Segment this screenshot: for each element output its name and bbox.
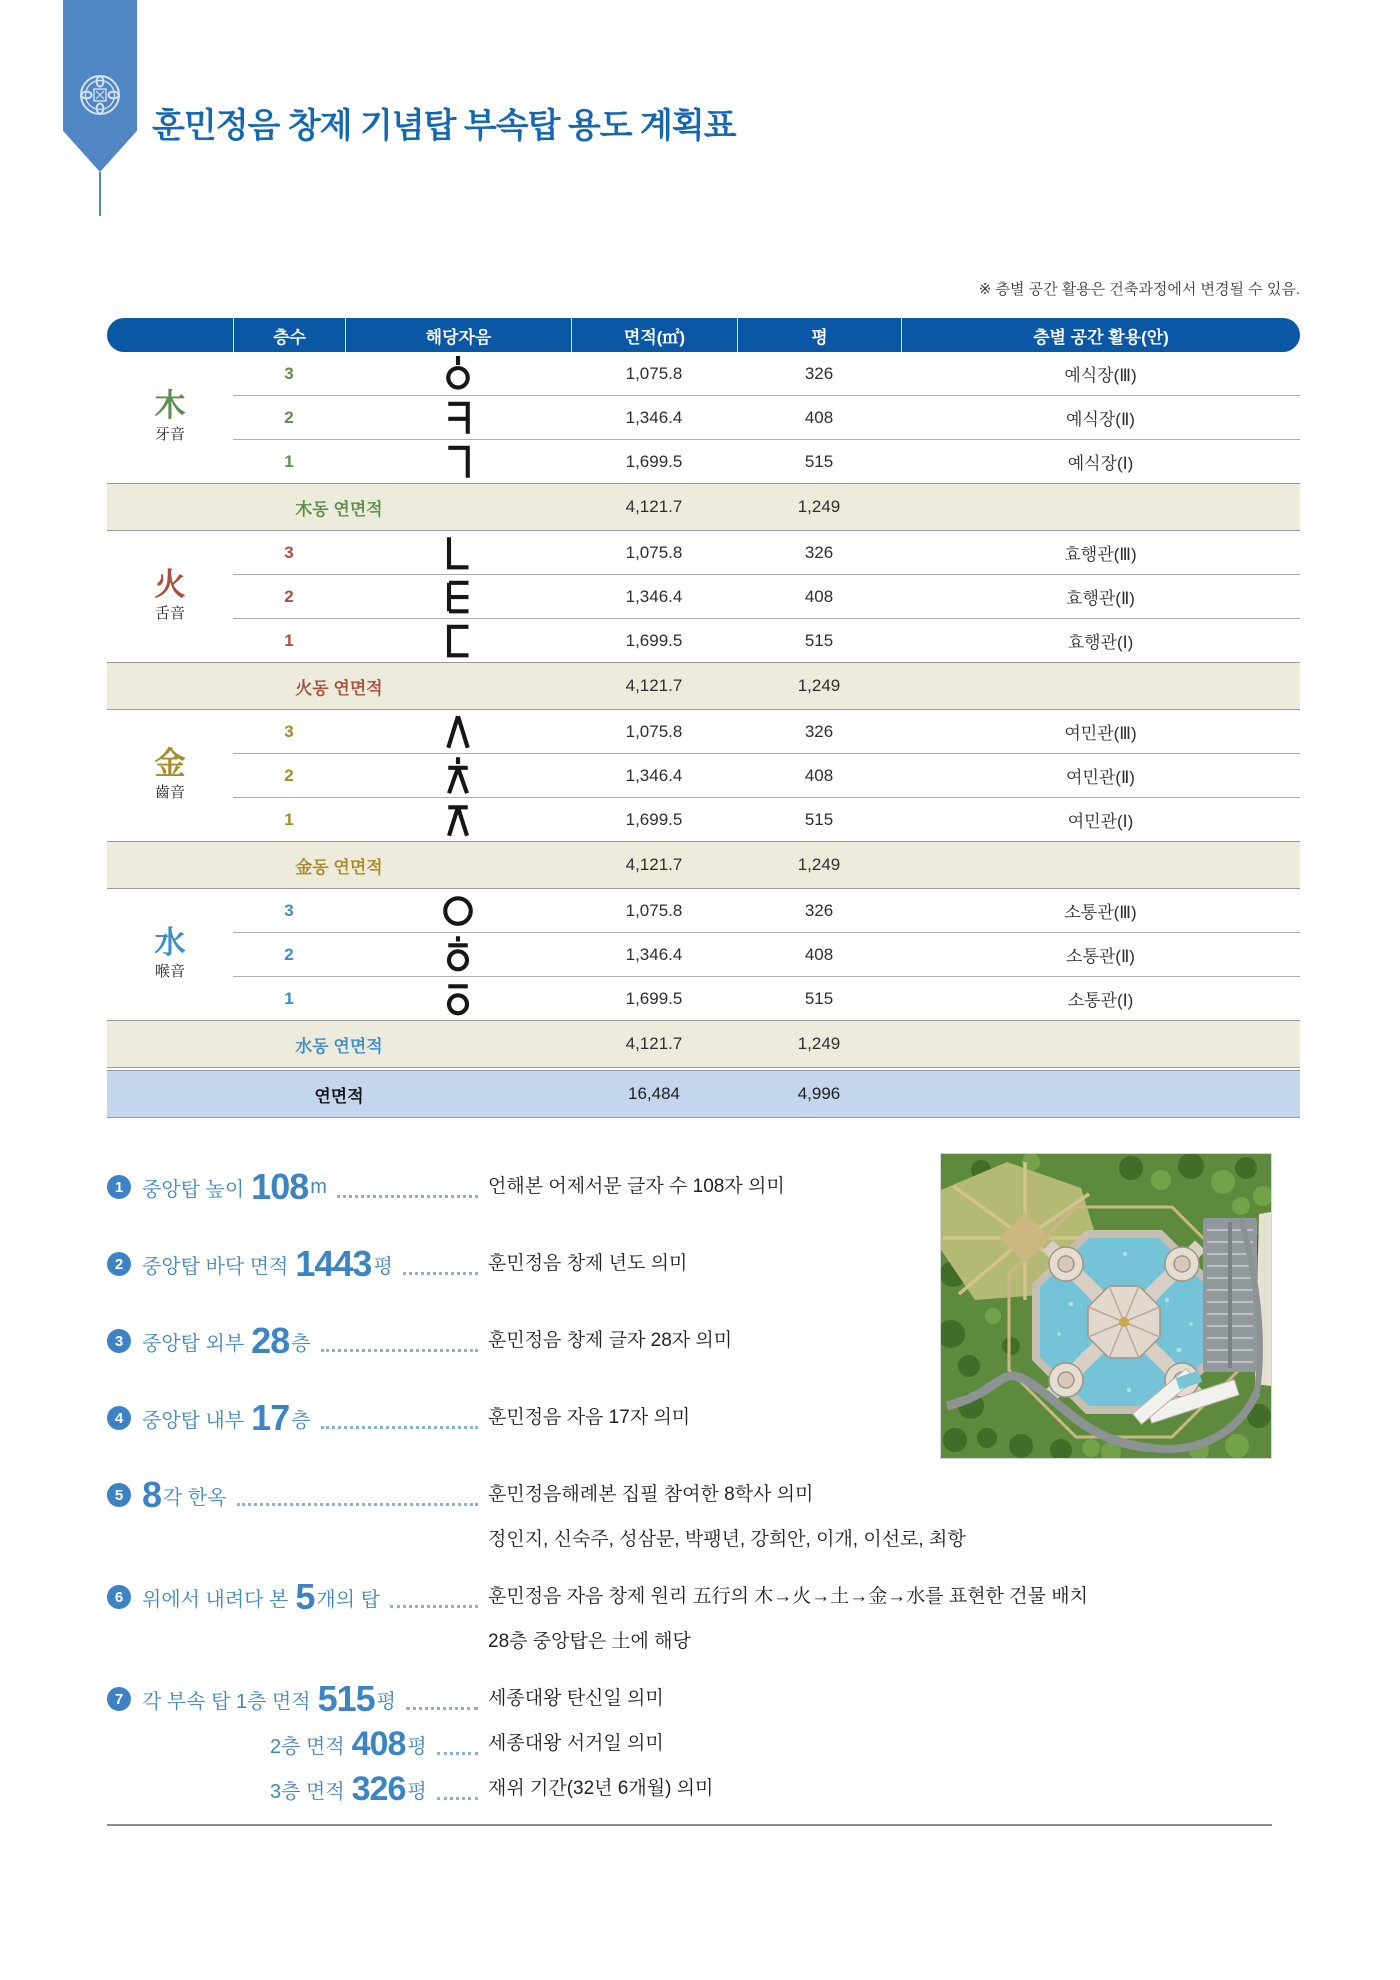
use-cell: 효행관(Ⅱ): [1066, 589, 1135, 608]
group-label: [107, 710, 233, 841]
aerial-rendering: [941, 1154, 1271, 1458]
subtotal-row: [107, 841, 1300, 889]
jamo-cell: [345, 799, 571, 841]
jamo-cell: [345, 532, 571, 574]
group-element: 金: [154, 746, 186, 782]
column-header: [107, 318, 233, 352]
subtotal-label: 火동 연면적: [295, 678, 383, 698]
pyeong-cell: 326: [804, 542, 834, 562]
jamo-cell: [345, 711, 571, 753]
item-number-badge: 1: [107, 1175, 131, 1199]
area-cell: 1,346.4: [625, 944, 683, 964]
item-description: [488, 1396, 690, 1440]
list-item: [107, 1575, 1297, 1665]
group-label: [107, 889, 233, 1020]
item-number-badge: 6: [107, 1585, 131, 1609]
plan-table: [107, 318, 1300, 1118]
use-cell: 여민관(Ⅲ): [1064, 724, 1137, 743]
floor-cell: 3: [284, 542, 294, 562]
item-label: [107, 1722, 488, 1766]
item-label-text: [142, 1677, 396, 1721]
pyeong-cell: 408: [804, 944, 834, 964]
ieung-jamo-glyph-icon: [443, 890, 473, 932]
item-description-line: 훈민정음 창제 글자 28자 의미: [488, 1330, 733, 1351]
tieut-jamo-glyph-icon: [443, 576, 473, 618]
item-description: [488, 1473, 966, 1563]
use-cell: 예식장(Ⅲ): [1064, 366, 1137, 385]
jamo-cell: [345, 934, 571, 976]
column-header: 층수: [233, 318, 345, 352]
floor-cell: 1: [284, 451, 294, 471]
floor-cell: 3: [284, 721, 294, 741]
group-element: 火: [154, 567, 186, 603]
khieukh-jamo-glyph-icon: [443, 397, 473, 439]
dotted-leader: [403, 1272, 478, 1275]
group-sound: 齒音: [154, 783, 185, 801]
total-label: 연면적: [314, 1086, 364, 1106]
total-row: [107, 1070, 1300, 1118]
item-label-prefix: 2층 면적: [270, 1735, 345, 1758]
area-cell: 1,699.5: [625, 630, 683, 650]
list-item: [107, 1677, 1297, 1721]
dotted-leader: [390, 1605, 478, 1608]
page-title: 훈민정음 창제 기념탑 부속탑 용도 계획표: [152, 107, 736, 145]
item-value: 408: [351, 1725, 406, 1763]
floor-cell: 2: [284, 765, 294, 785]
item-label-prefix: 위에서 내려다 본: [142, 1588, 289, 1611]
item-value: 5: [295, 1576, 315, 1617]
item-label: [107, 1165, 488, 1209]
area-cell: 1,075.8: [625, 900, 683, 920]
item-label-text: [142, 1473, 227, 1517]
item-label-prefix: 중앙탑 내부: [142, 1409, 245, 1432]
use-cell: 소통관(Ⅲ): [1064, 903, 1137, 922]
consonant-group: [107, 889, 1300, 1068]
item-number-badge: 5: [107, 1483, 131, 1507]
group-element: 木: [154, 388, 186, 424]
total-area-cell: 16,484: [628, 1084, 680, 1103]
table-row: [107, 798, 1300, 841]
item-label: [107, 1575, 488, 1619]
floor-cell: 3: [284, 900, 294, 920]
subtotal-row: [107, 662, 1300, 710]
item-value: 1443: [295, 1243, 372, 1284]
pyeong-cell: 408: [804, 765, 834, 785]
subtotal-pyeong-cell: 1,249: [797, 676, 841, 695]
item-description-line: 언해본 어제서문 글자 수 108자 의미: [488, 1176, 785, 1197]
total-pyeong-cell: 4,996: [797, 1084, 841, 1103]
group-sound: 牙音: [154, 425, 185, 443]
use-cell: 예식장(Ⅰ): [1067, 454, 1134, 473]
group-element: 水: [154, 925, 186, 961]
table-row: [107, 619, 1300, 662]
jamo-cell: [345, 890, 571, 932]
item-unit: 평: [407, 1735, 427, 1758]
column-header: 평: [737, 318, 901, 352]
subtotal-area-cell: 4,121.7: [625, 497, 683, 516]
subtotal-label: 木동 연면적: [295, 499, 383, 519]
pyeong-cell: 408: [804, 586, 834, 606]
digeut-jamo-glyph-icon: [443, 620, 473, 662]
hieut-jamo-glyph-icon: [443, 934, 473, 976]
item-number-badge: 7: [107, 1687, 131, 1711]
table-row: [107, 440, 1300, 483]
item-number-badge: 2: [107, 1252, 131, 1276]
use-cell: 여민관(Ⅰ): [1067, 812, 1134, 831]
dotted-leader: [321, 1349, 478, 1352]
table-row: [107, 710, 1300, 753]
item-unit: 개의 탑: [316, 1588, 380, 1611]
item-description-line: 훈민정음해례본 집필 참여한 8학사 의미: [488, 1484, 814, 1505]
area-cell: 1,699.5: [625, 988, 683, 1008]
area-cell: 1,075.8: [625, 721, 683, 741]
yesieung-jamo-glyph-icon: [443, 353, 473, 395]
item-unit: 층: [291, 1409, 311, 1432]
item-value: 17: [251, 1397, 290, 1438]
floor-cell: 2: [284, 586, 294, 606]
area-cell: 1,699.5: [625, 809, 683, 829]
pyeong-cell: 326: [804, 900, 834, 920]
bottom-divider: [107, 1824, 1272, 1826]
column-header: 면적(㎡): [571, 318, 737, 352]
group-sound: 舌音: [154, 604, 185, 622]
item-description: [488, 1242, 687, 1286]
jamo-cell: [345, 755, 571, 797]
item-description-line: 훈민정음 자음 창제 원리 五行의 木→火→土→金→水를 표현한 건물 배치: [488, 1586, 1088, 1607]
subtotal-label: 水동 연면적: [295, 1036, 383, 1056]
item-label: [107, 1677, 488, 1721]
table-row: [107, 352, 1300, 395]
item-description-line: 28층 중앙탑은 土에 해당: [488, 1631, 691, 1652]
table-row: [107, 889, 1300, 932]
area-cell: 1,346.4: [625, 765, 683, 785]
group-label: [107, 352, 233, 483]
pyeong-cell: 515: [804, 988, 834, 1008]
item-label: [107, 1396, 488, 1440]
table-row: [107, 396, 1300, 439]
jamo-cell: [345, 620, 571, 662]
ribbon-stem: [99, 172, 101, 216]
subtotal-area-cell: 4,121.7: [625, 855, 683, 874]
dotted-leader: [437, 1797, 478, 1800]
pyeong-cell: 515: [804, 630, 834, 650]
dotted-leader: [321, 1426, 478, 1429]
yeorinhieut-jamo-glyph-icon: [443, 978, 473, 1020]
list-subitem: [107, 1767, 1297, 1811]
item-label-text: [142, 1396, 311, 1440]
item-label-text: [142, 1319, 311, 1363]
item-value: 326: [351, 1770, 406, 1808]
aerial-view-image: [940, 1153, 1272, 1459]
floor-cell: 1: [284, 988, 294, 1008]
consonant-group: [107, 531, 1300, 710]
floor-cell: 3: [284, 363, 294, 383]
table-note: ※ 층별 공간 활용은 건축과정에서 변경될 수 있음.: [978, 281, 1300, 298]
item-label-text: [270, 1767, 427, 1811]
table-row: [107, 754, 1300, 797]
subtotal-row: [107, 1020, 1300, 1068]
chieut-jamo-glyph-icon: [443, 755, 473, 797]
nieun-jamo-glyph-icon: [443, 532, 473, 574]
floor-cell: 2: [284, 407, 294, 427]
jieut-jamo-glyph-icon: [443, 799, 473, 841]
item-unit: 층: [291, 1332, 311, 1355]
item-description-line: 정인지, 신숙주, 성삼문, 박팽년, 강희안, 이개, 이선로, 최항: [488, 1529, 966, 1550]
group-label: [107, 531, 233, 662]
item-label: [107, 1242, 488, 1286]
consonant-group: [107, 352, 1300, 531]
dotted-leader: [437, 1752, 478, 1755]
subtotal-pyeong-cell: 1,249: [797, 855, 841, 874]
item-description-line: 재위 기간(32년 6개월) 의미: [488, 1778, 714, 1799]
jamo-cell: [345, 978, 571, 1020]
item-label-prefix: 각 부속 탑 1층 면적: [142, 1690, 311, 1713]
use-cell: 효행관(Ⅲ): [1064, 545, 1137, 564]
item-description-line: 세종대왕 탄신일 의미: [488, 1688, 664, 1709]
item-label-prefix: 중앙탑 높이: [142, 1178, 245, 1201]
item-unit: 평: [376, 1690, 396, 1713]
table-row: [107, 933, 1300, 976]
item-value: 8: [142, 1474, 162, 1515]
list-subitem: [107, 1722, 1297, 1766]
item-description: [488, 1319, 732, 1363]
item-label-prefix: 중앙탑 외부: [142, 1332, 245, 1355]
pyeong-cell: 326: [804, 363, 834, 383]
item-label: [107, 1473, 488, 1517]
item-label-text: [142, 1242, 393, 1286]
table-row: [107, 977, 1300, 1020]
item-unit: 각 한옥: [163, 1486, 227, 1509]
area-cell: 1,699.5: [625, 451, 683, 471]
item-unit: m: [310, 1175, 327, 1198]
item-description: [488, 1677, 664, 1721]
item-label-text: [142, 1165, 327, 1209]
floor-cell: 1: [284, 630, 294, 650]
subtotal-label: 金동 연면적: [295, 857, 383, 877]
item-description: [488, 1767, 713, 1811]
jamo-cell: [345, 441, 571, 483]
pyeong-cell: 326: [804, 721, 834, 741]
item-label-prefix: 3층 면적: [270, 1780, 345, 1803]
area-cell: 1,346.4: [625, 407, 683, 427]
item-label-prefix: 중앙탑 바닥 면적: [142, 1255, 289, 1278]
table-row: [107, 575, 1300, 618]
area-cell: 1,075.8: [625, 363, 683, 383]
kiyeok-jamo-glyph-icon: [443, 441, 473, 483]
item-number-badge: 4: [107, 1406, 131, 1430]
list-item: [107, 1473, 1297, 1563]
item-label-text: [142, 1575, 380, 1619]
item-description-line: 세종대왕 서거일 의미: [488, 1733, 664, 1754]
item-number-badge: 3: [107, 1329, 131, 1353]
emblem-icon: [77, 72, 123, 118]
subtotal-area-cell: 4,121.7: [625, 676, 683, 695]
table-row: [107, 531, 1300, 574]
area-cell: 1,346.4: [625, 586, 683, 606]
subtotal-row: [107, 483, 1300, 531]
item-unit: 평: [373, 1255, 393, 1278]
item-value: 28: [251, 1320, 290, 1361]
column-header: 해당자음: [345, 318, 571, 352]
subtotal-pyeong-cell: 1,249: [797, 1034, 841, 1053]
item-value: 108: [251, 1166, 309, 1207]
use-cell: 예식장(Ⅱ): [1066, 410, 1135, 429]
item-description: [488, 1722, 664, 1766]
item-description: [488, 1165, 785, 1209]
jamo-cell: [345, 576, 571, 618]
table-header-row: [107, 318, 1300, 352]
jamo-cell: [345, 397, 571, 439]
use-cell: 소통관(Ⅰ): [1067, 991, 1134, 1010]
item-label: [107, 1319, 488, 1363]
subtotal-pyeong-cell: 1,249: [797, 497, 841, 516]
column-header: 층별 공간 활용(안): [901, 318, 1300, 352]
dotted-leader: [237, 1503, 478, 1506]
consonant-group: [107, 710, 1300, 889]
pyeong-cell: 408: [804, 407, 834, 427]
item-label: [107, 1767, 488, 1811]
pyeong-cell: 515: [804, 451, 834, 471]
dotted-leader: [406, 1707, 478, 1710]
use-cell: 효행관(Ⅰ): [1067, 633, 1134, 652]
subtotal-area-cell: 4,121.7: [625, 1034, 683, 1053]
item-description-line: 훈민정음 자음 17자 의미: [488, 1407, 691, 1428]
dotted-leader: [337, 1195, 478, 1198]
floor-cell: 1: [284, 809, 294, 829]
floor-cell: 2: [284, 944, 294, 964]
jamo-cell: [345, 353, 571, 395]
siot-jamo-glyph-icon: [443, 711, 473, 753]
ribbon-bookmark: [63, 0, 137, 172]
pyeong-cell: 515: [804, 809, 834, 829]
use-cell: 여민관(Ⅱ): [1066, 768, 1135, 787]
item-value: 515: [317, 1678, 375, 1719]
item-description: [488, 1575, 1088, 1665]
item-unit: 평: [407, 1780, 427, 1803]
item-description-line: 훈민정음 창제 년도 의미: [488, 1253, 688, 1274]
item-label-text: [270, 1722, 427, 1766]
area-cell: 1,075.8: [625, 542, 683, 562]
group-sound: 喉音: [154, 962, 185, 980]
use-cell: 소통관(Ⅱ): [1066, 947, 1135, 966]
